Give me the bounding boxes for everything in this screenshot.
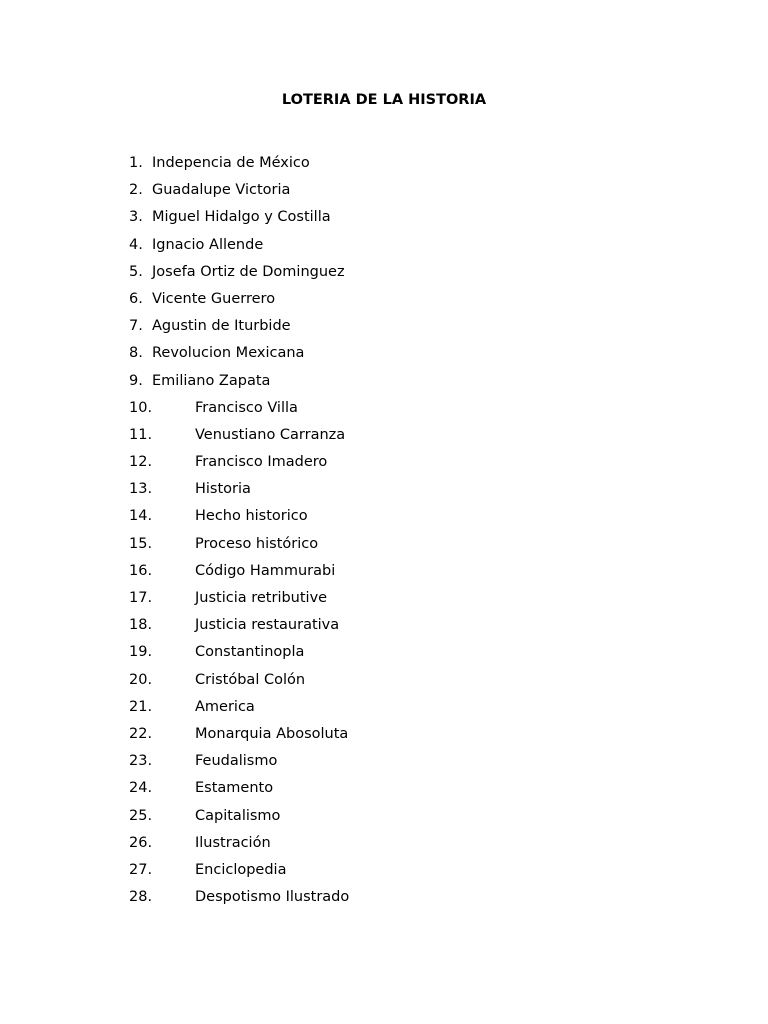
item-number: 8. — [129, 345, 143, 362]
item-number: 4. — [129, 236, 143, 253]
item-text: Justicia retributive — [195, 590, 328, 606]
item-text: Feudalismo — [195, 753, 278, 770]
item-number: 21. — [129, 698, 153, 715]
item-number: 24. — [129, 780, 153, 797]
item-number: 14. — [129, 508, 153, 525]
item-text: Despotismo Ilustrado — [195, 889, 350, 906]
item-text: Monarquia Abosoluta — [195, 725, 349, 742]
item-text: Enciclopedia — [195, 861, 287, 878]
item-number: 1. — [129, 155, 143, 171]
item-text: Historia — [195, 481, 251, 498]
item-text: Hecho historico — [195, 508, 308, 525]
item-text: Ilustración — [195, 834, 271, 851]
item-number: 15. — [129, 535, 153, 552]
item-text: Francisco Imadero — [195, 454, 328, 471]
item-number: 3. — [129, 209, 143, 226]
item-text: Revolucion Mexicana — [152, 345, 305, 362]
item-text: Ignacio Allende — [152, 236, 264, 253]
item-number: 22. — [129, 725, 153, 742]
item-number: 19. — [129, 644, 153, 661]
item-number: 26. — [129, 834, 153, 851]
item-number: 27. — [129, 861, 153, 878]
item-text: Vicente Guerrero — [152, 290, 276, 307]
item-text: Capitalismo — [195, 807, 281, 824]
item-text: Proceso histórico — [195, 535, 319, 552]
item-number: 28. — [129, 889, 153, 906]
item-number: 25. — [129, 807, 153, 824]
document-title: LOTERIA DE LA HISTORIA — [281, 92, 487, 108]
item-text: Indepencia de México — [152, 155, 310, 171]
item-text: Venustiano Carranza — [195, 426, 346, 443]
item-number: 16. — [129, 562, 153, 579]
item-number: 18. — [129, 617, 153, 634]
item-number: 5. — [129, 263, 143, 280]
item-number: 9. — [129, 372, 143, 389]
item-text: Código Hammurabi — [195, 562, 336, 579]
item-text: Constantinopla — [195, 644, 305, 661]
item-number: 17. — [129, 590, 153, 606]
item-number: 2. — [129, 182, 143, 199]
item-number: 20. — [129, 671, 153, 688]
item-number: 12. — [129, 454, 153, 471]
item-text: Justicia restaurativa — [195, 617, 340, 634]
item-text: Francisco Villa — [195, 399, 298, 416]
item-number: 7. — [129, 318, 143, 335]
item-number: 10. — [129, 399, 153, 416]
item-text: Josefa Ortiz de Dominguez — [152, 263, 345, 280]
item-number: 23. — [129, 753, 153, 770]
item-text: Estamento — [195, 780, 274, 797]
item-text: Agustin de Iturbide — [152, 318, 291, 335]
item-number: 6. — [129, 290, 143, 307]
item-text: America — [195, 698, 255, 715]
item-text: Miguel Hidalgo y Costilla — [152, 209, 331, 226]
item-number: 11. — [129, 426, 153, 443]
item-text: Cristóbal Colón — [195, 671, 306, 688]
item-text: Emiliano Zapata — [152, 372, 271, 389]
item-number: 13. — [129, 481, 153, 498]
item-text: Guadalupe Victoria — [152, 182, 291, 199]
